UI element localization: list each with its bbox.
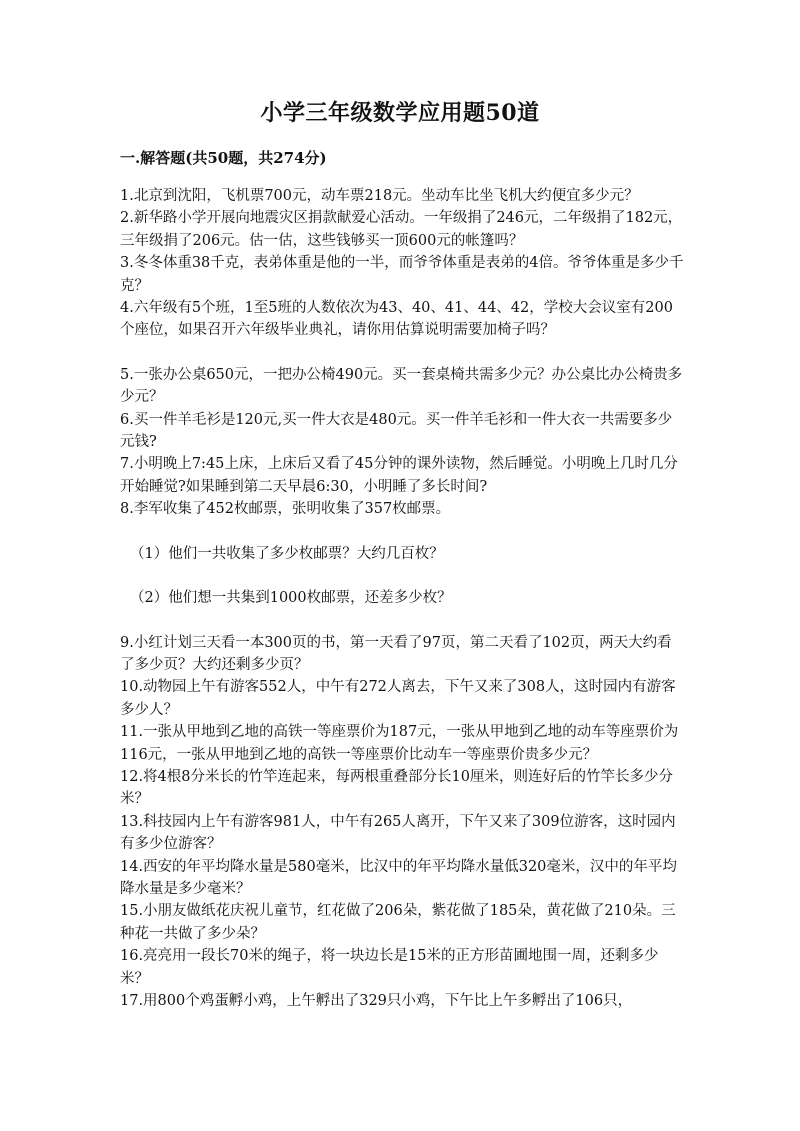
question-17: 17.用800个鸡蛋孵小鸡，上午孵出了329只小鸡，下午比上午多孵出了106只， <box>120 993 633 1009</box>
question-15: 15.小朋友做纸花庆祝儿童节，红花做了206朵，紫花做了185朵，黄花做了210朵。三种花一共做了多少朵？ <box>120 903 676 942</box>
question-6: 6.买一件羊毛衫是120元,买一件大衣是480元。买一件羊毛衫和一件大衣一共需要多少元钱? <box>120 411 673 451</box>
question-16: 16.亮亮用一段长70米的绳子，将一块边长是15米的正方形苗圃地围一周，还剩多少米？ <box>120 948 659 987</box>
section-heading: 一.解答题(共50题，共274分) <box>120 149 327 167</box>
question-9: 9.小红计划三天看一本300页的书，第一天看了97页，第二天看了102页，两天大约看了多少页？大约还剩多少页？ <box>120 634 672 673</box>
question-3: 3.冬冬体重38千克，表弟体重是他的一半，而爷爷体重是表弟的4倍。爷爷体重是多少千克？ <box>120 255 684 294</box>
question-8: 8.李军收集了452枚邮票，张明收集了357枚邮票。 <box>120 501 451 518</box>
page-title: 小学三年级数学应用题50道 <box>260 100 540 126</box>
question-8-part-2: （2）他们想一共集到1000枚邮票，还差多少枚？ <box>130 590 452 607</box>
spacer <box>120 521 685 543</box>
spacer <box>120 610 685 632</box>
question-13: 13.科技园内上午有游客981人，中午有265人离开，下午又来了309位游客，这时园内有多少位游客？ <box>120 813 676 853</box>
question-list <box>120 185 685 1012</box>
question-4: 4.六年级有5个班，1至5班的人数依次为43、40、41、44、42，学校大会议室有200个座位，如果召开六年级毕业典礼，请你用估算说明需要加椅子吗？ <box>120 300 673 339</box>
question-14: 14.西安的年平均降水量是580毫米，比汉中的年平均降水量低320毫米，汉中的年平均降水量是多少毫米？ <box>120 858 677 897</box>
question-12: 12.将4根8分米长的竹竿连起来，每两根重叠部分长10厘米，则连好后的竹竿长多少分米？ <box>120 768 673 808</box>
spacer <box>120 565 685 587</box>
question-1: 1.北京到沈阳，飞机票700元，动车票218元。坐动车比坐飞机大约便宜多少元？ <box>120 188 639 204</box>
question-2: 2.新华路小学开展向地震灾区捐款献爱心活动。一年级捐了246元，二年级捐了182元，三年级捐了206元。估一估，这些钱够买一顶600元的帐篷吗？ <box>120 210 683 249</box>
spacer <box>120 342 685 364</box>
question-10: 10.动物园上午有游客552人，中午有272人离去，下午又来了308人，这时园内有游客多少人？ <box>120 679 676 718</box>
question-8-part-1: （1）他们一共收集了多少枚邮票？大约几百枚？ <box>130 545 444 562</box>
question-7: 7.小明晚上7:45上床，上床后又看了45分钟的课外读物，然后睡觉。小明晚上几时几分开始睡觉?如果睡到第二天早晨6:30，小明睡了多长时间? <box>120 456 678 495</box>
question-11: 11.一张从甲地到乙地的高铁一等座票价为187元，一张从甲地到乙地的动车等座票价为116元，一张从甲地到乙地的高铁一等座票价比动车一等座票价贵多少元？ <box>120 724 679 763</box>
question-5: 5.一张办公桌650元，一把办公椅490元。买一套桌椅共需多少元？办公桌比办公椅贵多少元？ <box>120 366 683 406</box>
